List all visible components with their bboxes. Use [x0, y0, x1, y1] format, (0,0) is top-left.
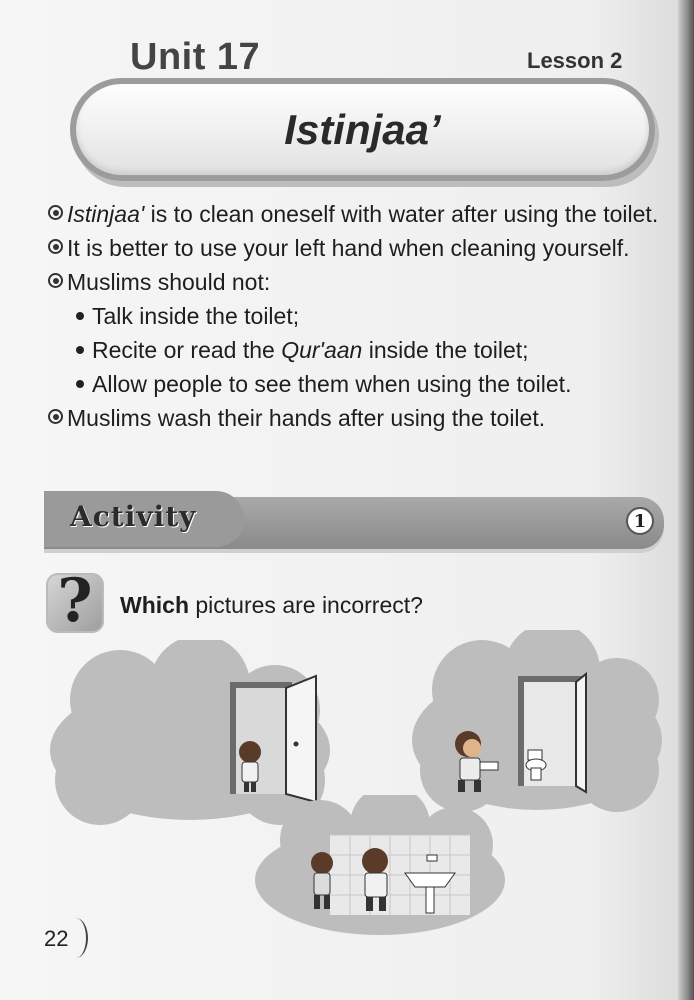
bullet-item: [48, 401, 688, 435]
question-bold: Which: [120, 592, 189, 618]
sub-bullet-text: Talk inside the toilet;: [92, 303, 300, 329]
sub-bullet-item: [48, 367, 688, 401]
activity-question: [120, 592, 423, 619]
picture-3-cloud[interactable]: [250, 795, 510, 945]
bullet-icon: [48, 273, 63, 288]
sub-bullet-item: [48, 333, 688, 367]
dot-icon: [76, 312, 84, 320]
activity-number-badge: 1: [626, 507, 654, 535]
dot-icon: [76, 346, 84, 354]
unit-title: Unit 17: [130, 36, 261, 78]
sub-bullet-text: Allow people to see them when using the toilet.: [92, 371, 572, 397]
bullet-item: [48, 197, 688, 231]
bullet-text: It is better to use your left hand when cleaning yourself.: [67, 235, 630, 261]
activity-label: Activity: [70, 500, 197, 533]
book-spine: [678, 0, 694, 1000]
bullet-icon: [48, 205, 63, 220]
page-number-arc: [64, 918, 88, 958]
sub-bullet-text: inside the toilet;: [362, 337, 529, 363]
sub-bullet-text: Recite or read the: [92, 337, 282, 363]
bullet-text: is to clean oneself with water after using the toilet.: [144, 201, 659, 227]
bullet-icon: [48, 409, 63, 424]
term-istinjaa: Istinjaa': [67, 201, 145, 227]
term-quraan: Qur'aan: [281, 337, 363, 363]
page-number: 22: [44, 926, 69, 951]
bullet-item: [48, 265, 688, 299]
sub-bullet-item: [48, 299, 688, 333]
bullet-text: Muslims wash their hands after using the toilet.: [67, 405, 546, 431]
question-text: pictures are incorrect?: [189, 592, 423, 618]
bullet-icon: [48, 239, 63, 254]
door-icon: [518, 674, 586, 792]
bullet-list: [48, 197, 688, 435]
lesson-label: Lesson 2: [527, 48, 623, 73]
bullet-text: Muslims should not:: [67, 269, 271, 295]
question-mark-icon: ?: [57, 566, 93, 636]
dot-icon: [76, 380, 84, 388]
page-title: Istinjaa’: [284, 105, 441, 153]
door-icon: [230, 676, 316, 802]
bullet-item: [48, 231, 688, 265]
